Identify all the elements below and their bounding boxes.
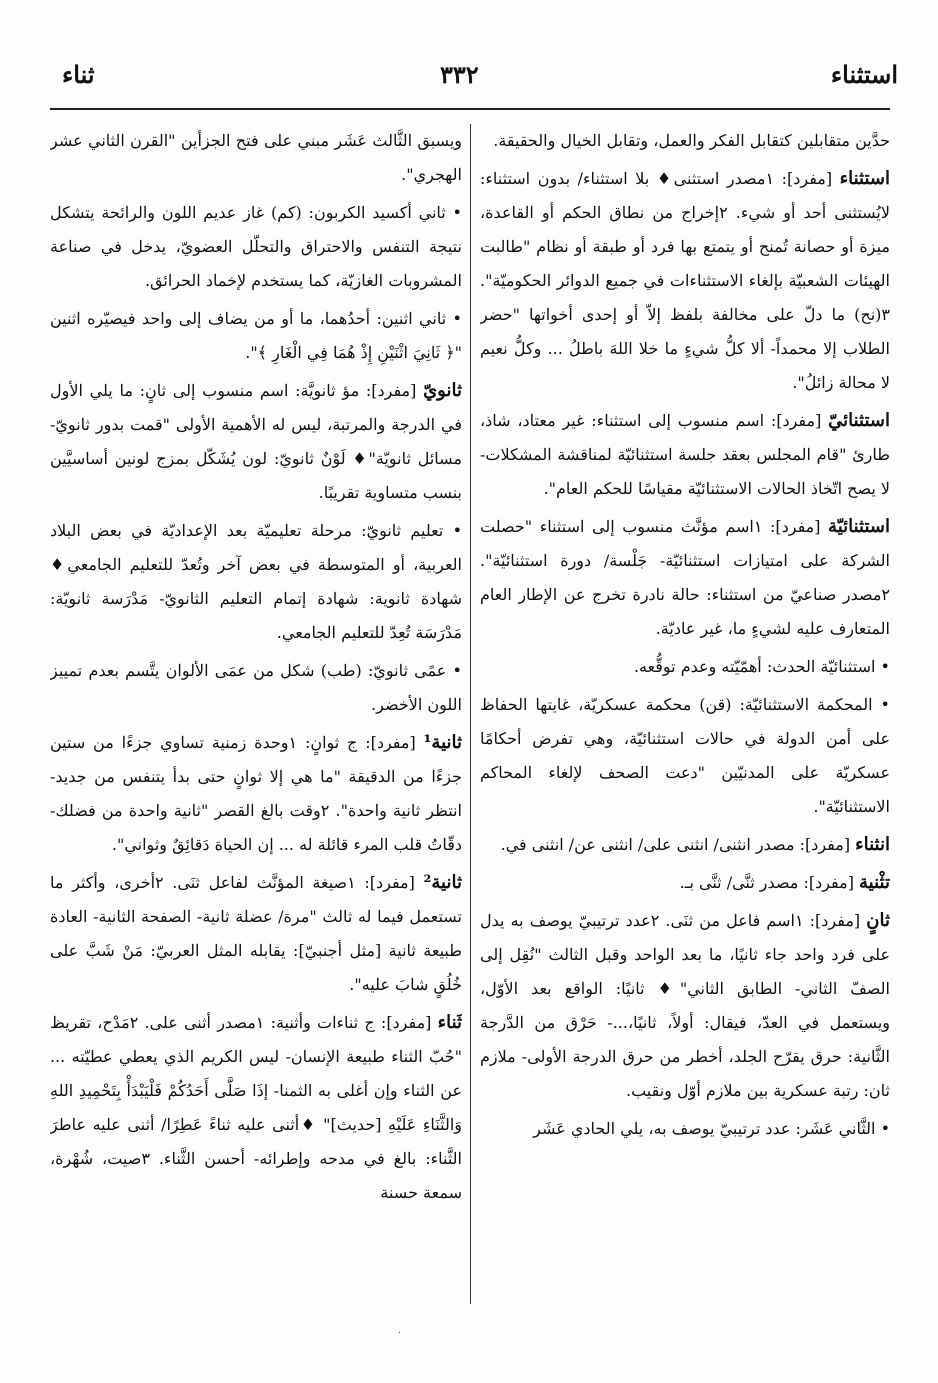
entry-headword: استثنائيّة — [828, 516, 890, 537]
dictionary-entry — [480, 162, 890, 400]
dictionary-entry — [480, 904, 890, 1108]
entry-headword: ثانية¹ — [423, 732, 462, 753]
header-rule — [50, 108, 890, 110]
entry-definition: [مفرد]: مصدر انثنى/ انثنى على/ انثنى عن/ انثنى في. — [500, 835, 851, 854]
left-column — [50, 124, 462, 1304]
entry-definition: • الثَّاني عَشَر: عدد ترتيبيّ يوصف به، يلي الحادي عَشَر — [533, 1119, 890, 1138]
entry-definition: [مفرد]: ١اسم مؤنَّث منسوب إلى استثناء "حصلت الشركة على امتيازات استثنائيّة- جَلْسة/ دورة استثنائيّة". ٢مصدر صناعيّ من استثناء: حالة نادرة تخرج عن الإطار العام المتعارف عليه لشيءٍ ما، غير عاديّة. — [480, 517, 890, 638]
entry-headword: ثَناء — [437, 1012, 462, 1033]
entry-definition: ويسبق الثَّالث عَشَر مبني على فتح الجزأين "القرن الثاني عشر الهجري". — [50, 131, 462, 184]
entry-definition: • المحكمة الاستثنائيّة: (قن) محكمة عسكريّة، غايتها الحفاظ على أمن الدولة في حالات استثنائيّة، وهي تفرض أحكامًا عسكريّة على المدنيّين "دعت الصحف لإلغاء المحاكم الاستثنائيّة". — [480, 695, 890, 816]
entry-definition: [مفرد]: ١اسم فاعل من ثنَى. ٢عدد ترتيبيّ يوصف به يدل على فرد واحد جاء ثانيًا، ما بعد الواحد وقبل الثالث "نُقِل إلى الصفّ الثاني- الطابق الثاني"♦ ثانيًا: الواقع بعد الأوّل، ويستعمل في العدّ، فيقال: أولاً، ثانيًا،...- حَرْق من الدَّرجة الثَّانية: حرق يقرّح الجلد، أخطر من حرق الدرجة الأولى- ملازم ثان: رتبة عسكرية بين ملازم أوّل ونقيب. — [480, 911, 890, 1100]
entry-definition: • عمًى ثانويّ: (طب) شكل من عمَى الألوان يتَّسم بعدم تمييز اللون الأخضر. — [50, 661, 462, 714]
dictionary-entry — [50, 514, 462, 650]
dictionary-entry — [50, 196, 462, 298]
entry-definition: • ثاني اثنين: أحدُهما، ما أو من يضاف إلى واحد فيصيّره اثنين "﴿ ثَانِيَ اثْنَيْنِ إِذْ هُمَا فِي الْغَارِ ﴾". — [50, 309, 462, 362]
dictionary-entry — [480, 828, 890, 862]
entry-headword: ثانويّ — [423, 380, 462, 401]
entry-definition: • ثاني أكسيد الكربون: (كم) غاز عديم اللون والرائحة يتشكل نتيجة التنفس والاحتراق والتحلّل العضويّ، يدخل في صناعة المشروبات الغازيّة، كما يستخدم لإخماد الحرائق. — [50, 203, 462, 290]
entry-headword: ثانٍ — [866, 910, 890, 931]
dictionary-entry — [50, 124, 462, 192]
entry-definition: • تعليم ثانويّ: مرحلة تعليميّة بعد الإعداديّة في بعض البلاد العربية، أو المتوسطة في بعض آخر وتُعدّ للتعليم الجامعي♦ شهادة ثانوية: شهادة إتمام التعليم الثانويّ- مَدْرَسة ثانويّة: مَدْرَسَة تُعِدّ للتعليم الجامعي. — [50, 521, 462, 642]
entry-definition: [مفرد]: ج ثوانٍ: ١وحدة زمنية تساوي جزءًا من ستين جزءًا من الدقيقة "ما هي إلا ثوانٍ حتى بدأ يتنفس من جديد- انتظر ثانية واحدة". ٢وقت بالغ القصر "ثانية واحدة من فضلك- دقّاتُ قلب المرء قائلة له ... إن الحياة دَقائِقٌ وثواني". — [50, 733, 462, 854]
entry-headword: ثانية² — [423, 872, 462, 893]
dictionary-entry — [50, 374, 462, 510]
entry-headword: استثناء — [839, 168, 890, 189]
entry-definition: [مفرد]: ١صيغة المؤنَّث لفاعل ثنَى. ٢أخرى، وأكثر ما تستعمل فيما له ثالث "مرة/ عضلة ثانية- الصفحة الثانية- العادة طبيعة ثانية [مثل أجنبيّ]: يقابله المثل العربيّ: مَنْ شَبَّ على خُلُقٍ شابَ عليه". — [50, 873, 462, 994]
running-head-first-word: استثناء — [830, 60, 898, 89]
dictionary-entry — [50, 654, 462, 722]
column-divider — [470, 124, 471, 1304]
entry-definition: • استثنائيّة الحدث: أهمّيّته وعدم توقُّعه. — [633, 657, 890, 676]
entry-headword: انثناء — [855, 834, 890, 855]
dictionary-entry — [50, 866, 462, 1002]
dictionary-entry — [480, 866, 890, 900]
right-column — [480, 124, 890, 1304]
dictionary-entry — [480, 1112, 890, 1146]
running-head-last-word: ثناء — [62, 60, 95, 89]
entry-headword: استثنائيّ — [828, 410, 890, 431]
bottom-mark: · — [398, 1328, 402, 1339]
entry-definition: [مفرد]: ج ثناءات وأثنية: ١مصدر أثنى على. ٢مَدْح، تقريظ "حُبّ الثناء طبيعة الإنسان- ليس الكريم الذي يعطي عطيّته ... عن الثناء وإن أغلى به الثمنا- إذَا صَلَّى أَحَدُكُمْ فَلْيَبْدَأْ بِتَحْمِيدِ اللهِ وَالثَّنَاءِ عَلَيْهِ [حديث]" ♦أثنى عليه ثناءً عَطِرًا/ أثنى عليه عاطرَ الثَّناء: بالغ في مدحه وإطرائه- أحسن الثَّناء. ٣صيت، شُهْرة، سمعة حسنة — [50, 1013, 462, 1202]
dictionary-entry — [50, 302, 462, 370]
dictionary-entry — [50, 726, 462, 862]
entry-definition: [مفرد]: مصدر ثنَّى/ ثنَّى بـ. — [679, 873, 854, 892]
entry-definition: [مفرد]: اسم منسوب إلى استثناء: غير معتاد، شاذ، طارئ "قام المجلس بعقد جلسة استثنائيّة لمناقشة المشكلات- لا يصح اتّخاذ الحالات الاستثنائيّة مقياسًا للحكم العام". — [480, 411, 890, 498]
dictionary-entry — [480, 688, 890, 824]
dictionary-entry — [480, 404, 890, 506]
entry-headword: تثْنية — [859, 872, 890, 893]
entry-definition: [مفرد]: مؤ ثانويَّة: اسم منسوب إلى ثانٍ: ما يلي الأول في الدرجة والمرتبة، ليس له الأهمية الأولى "قمت بدور ثانويّ- مسائل ثانويّة"♦ لَوْنٌ ثانويّ: لون يُشَكّل بمزج لونين أساسيَّين بنسب متساوية تقريبًا. — [50, 381, 462, 502]
dictionary-entry — [480, 650, 890, 684]
page-number: ٣٣٢ — [440, 60, 479, 89]
entry-definition: حدَّين متقابلين كتقابل الفكر والعمل، وتقابل الخيال والحقيقة. — [493, 131, 890, 150]
dictionary-entry — [480, 510, 890, 646]
dictionary-entry — [480, 124, 890, 158]
dictionary-entry — [50, 1006, 462, 1210]
entry-definition: [مفرد]: ١مصدر استثنى♦ بلا استثناء/ بدون استثناء: لايُستثنى أحد أو شيء. ٢إخراج من نطاق الحكم أو القاعدة، ميزة أو حصانة تُمنح أو يتمتع بها فرد أو طبقة أو نظام "طالبت الهيئات الشعبيّة بإلغاء الاستثناءات في جميع الدوائر الحكوميّة". ٣(نح) ما دلّ على مخالفة بلفظ إلاّ أو إحدى أخواتها "حضر الطلاب إلا محمداً- ألا كلُّ شيءٍ ما خلا اللهَ باطلُ ... وكلُّ نعيم لا محالة زائلُ". — [480, 169, 890, 392]
